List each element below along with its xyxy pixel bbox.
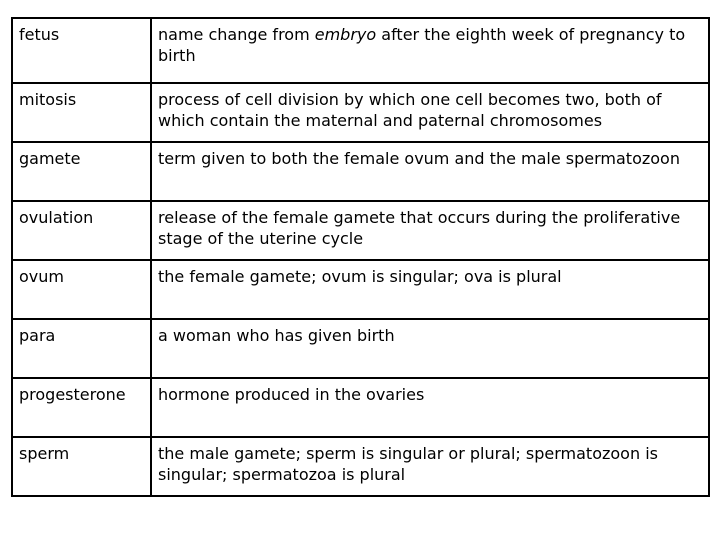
term-cell: sperm: [12, 437, 151, 496]
definition-cell: [151, 18, 709, 83]
term-cell: gamete: [12, 142, 151, 201]
definition-cell: term given to both the female ovum and the male spermatozoon: [151, 142, 709, 201]
term-cell: mitosis: [12, 83, 151, 142]
glossary-table: [11, 17, 710, 497]
term-cell: ovulation: [12, 201, 151, 260]
definition-cell: process of cell division by which one cell becomes two, both of which contain the maternal and paternal chromosomes: [151, 83, 709, 142]
table-row: [12, 437, 709, 496]
table-row: [12, 378, 709, 437]
table-row: [12, 83, 709, 142]
term-cell: para: [12, 319, 151, 378]
term-cell: ovum: [12, 260, 151, 319]
definition-text: name change from: [158, 25, 315, 44]
table-row: [12, 201, 709, 260]
definition-cell: hormone produced in the ovaries: [151, 378, 709, 437]
term-cell: progesterone: [12, 378, 151, 437]
definition-cell: a woman who has given birth: [151, 319, 709, 378]
definition-italic-term: embryo: [314, 25, 377, 44]
definition-cell: the male gamete; sperm is singular or plural; spermatozoon is singular; spermatozoa is plural: [151, 437, 709, 496]
table-row: [12, 319, 709, 378]
definition-text: after the eighth week of pregnancy to birth: [158, 25, 686, 65]
table-row: [12, 260, 709, 319]
table-row: [12, 18, 709, 83]
table-row: [12, 142, 709, 201]
term-cell: fetus: [12, 18, 151, 83]
definition-cell: release of the female gamete that occurs during the proliferative stage of the uterine cycle: [151, 201, 709, 260]
definition-cell: the female gamete; ovum is singular; ova is plural: [151, 260, 709, 319]
